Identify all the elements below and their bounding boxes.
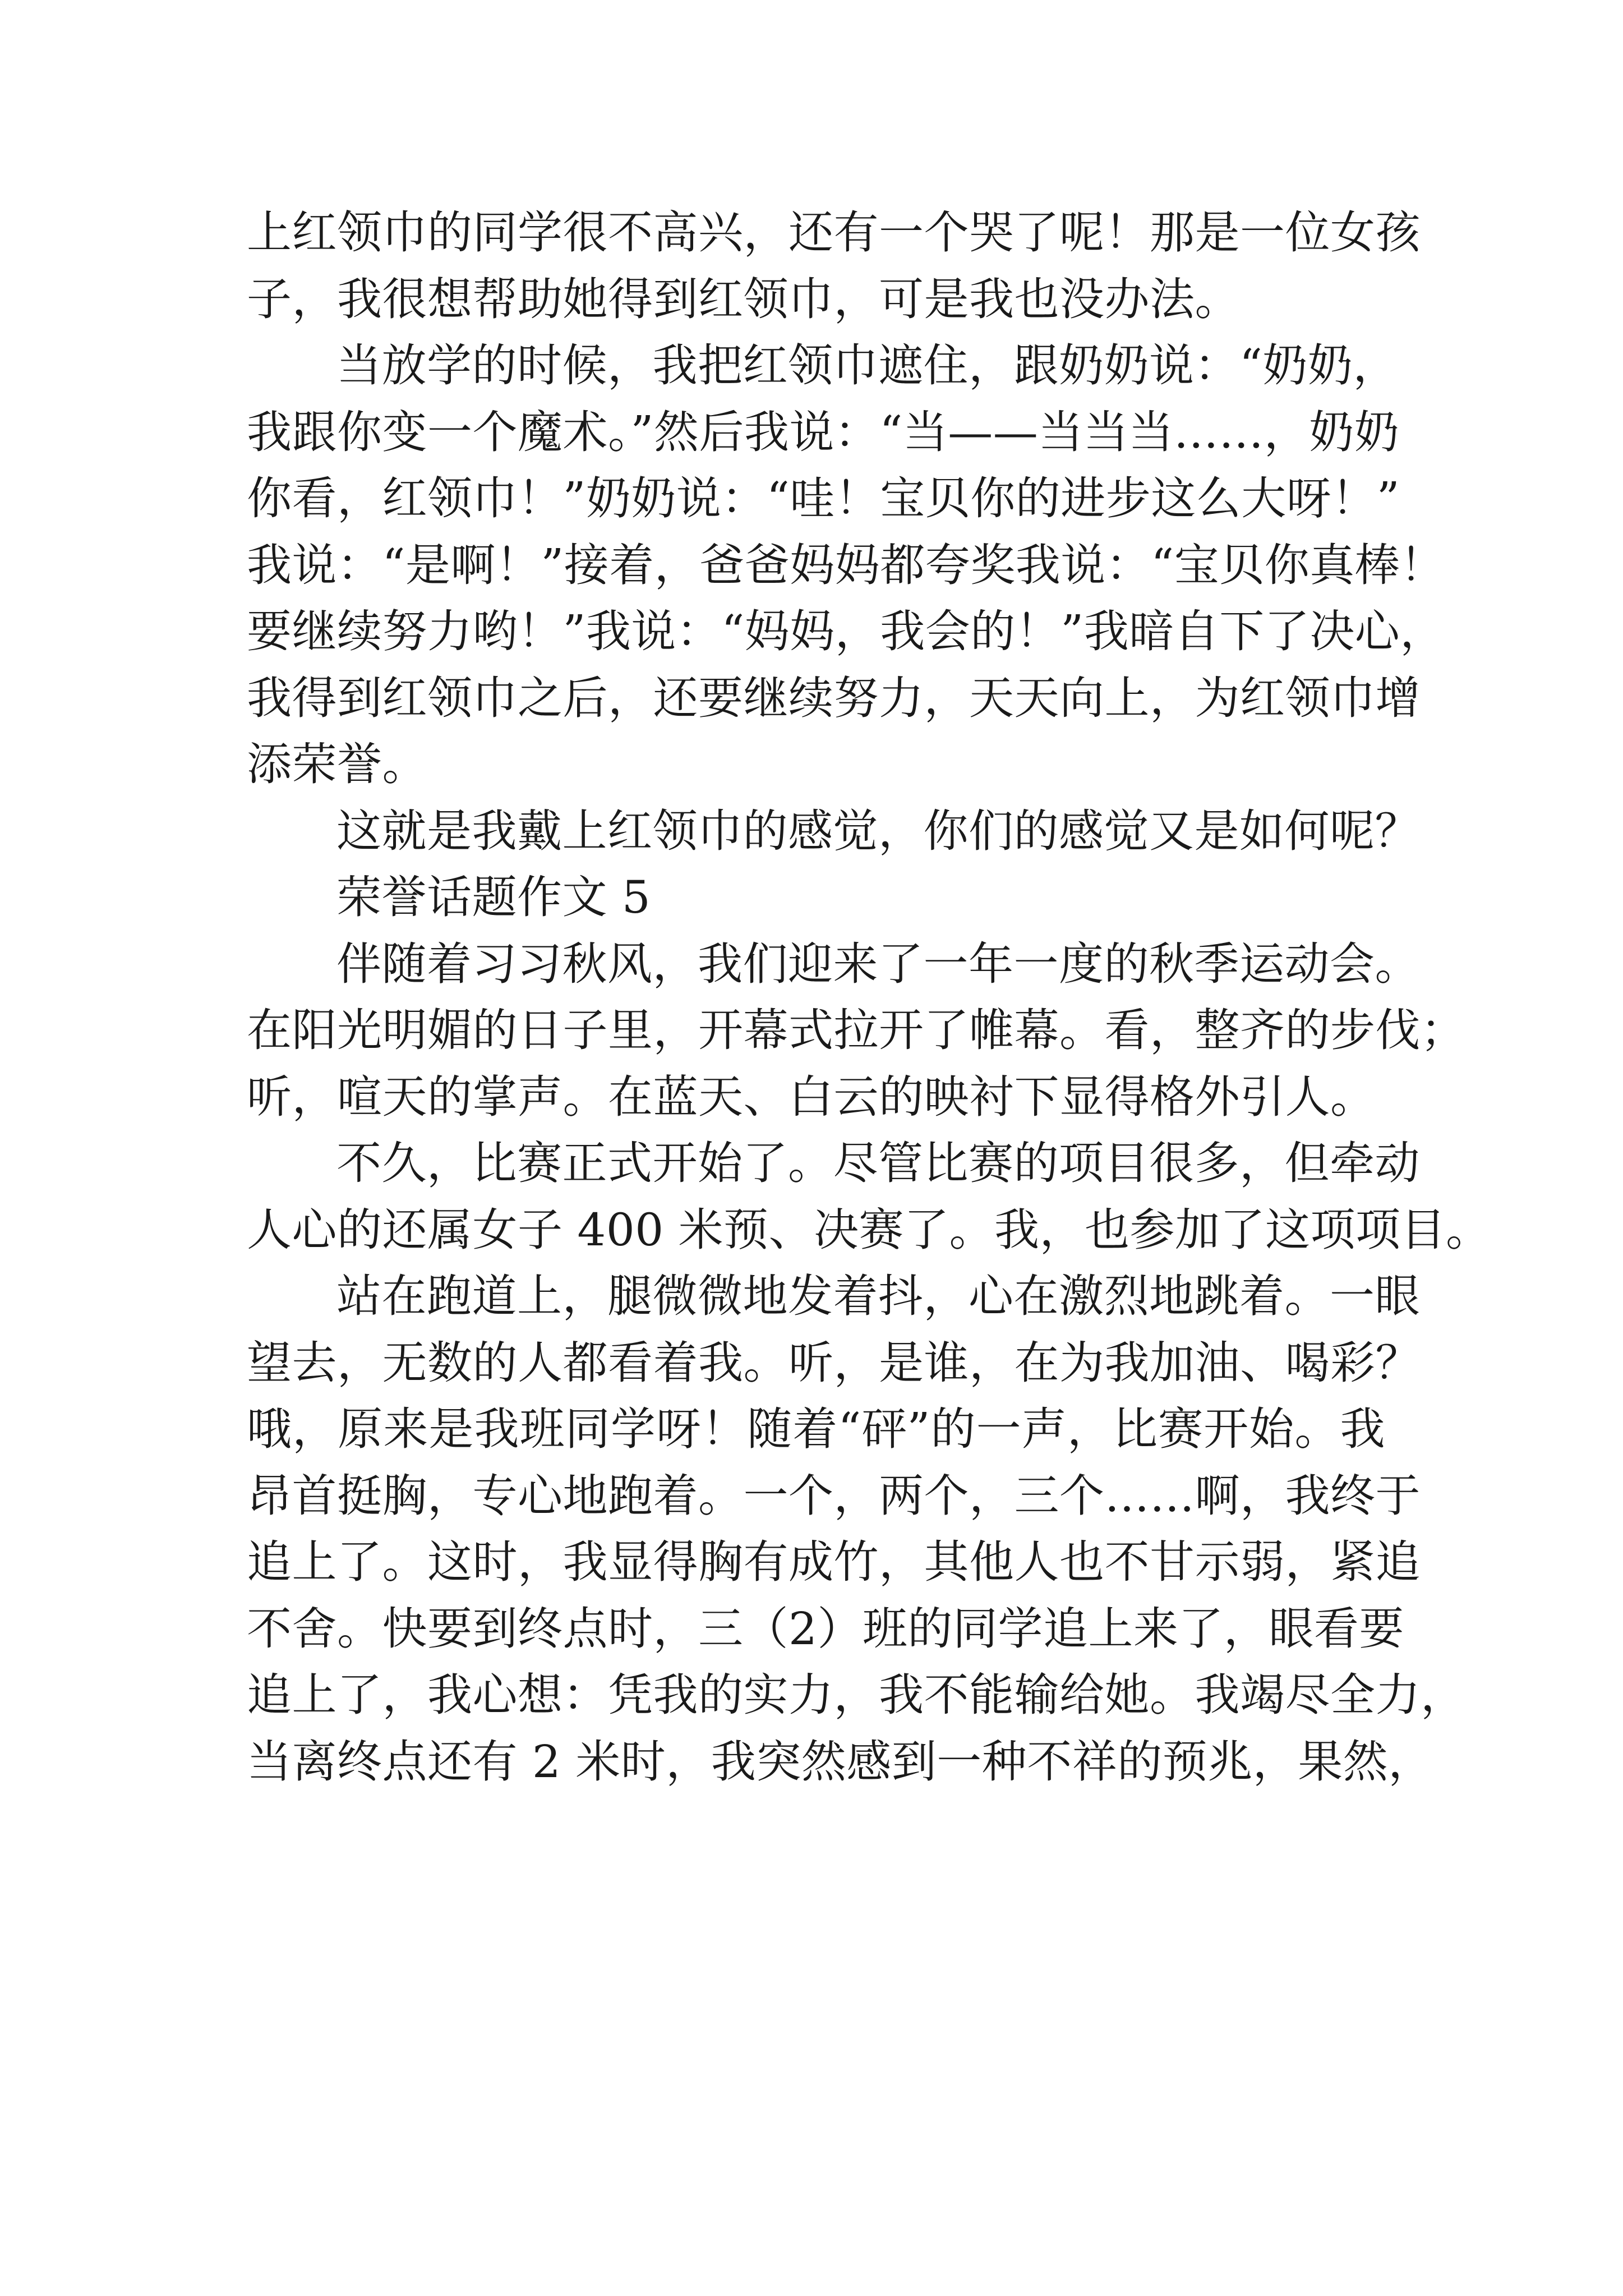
text-line: 添荣誉。 [247,738,427,790]
text-line: 追上了。这时，我显得胸有成竹，其他人也不甘示弱，紧追 [247,1536,1421,1588]
paragraph-first-line: 这就是我戴上红领巾的感觉，你们的感觉又是如何呢？ [336,804,1420,857]
text-line: 我跟你变一个魔术。”然后我说：“当——当当当……，奶奶 [247,406,1400,458]
text-line: 要继续努力哟！”我说：“妈妈，我会的！”我暗自下了决心， [247,605,1445,657]
text-line: 我得到红领巾之后，还要继续努力，天天向上，为红领巾增 [247,671,1421,724]
text-line: 不舍。快要到终点时，三（2）班的同学追上来了，眼看要 [247,1602,1404,1655]
text-line: 你看，红领巾！”奶奶说：“哇！宝贝你的进步这么大呀！” [247,472,1400,524]
text-line: 哦，原来是我班同学呀！随着“砰”的一声，比赛开始。我 [247,1403,1385,1455]
text-line: 追上了，我心想：凭我的实力，我不能输给她。我竭尽全力， [247,1669,1466,1721]
paragraph-first-line: 站在跑道上，腿微微地发着抖，心在激烈地跳着。一眼 [336,1270,1420,1322]
text-line: 在阳光明媚的日子里，开幕式拉开了帷幕。看，整齐的步伐； [247,1004,1466,1056]
text-line: 望去，无数的人都看着我。听，是谁，在为我加油、喝彩？ [247,1336,1421,1389]
essay-body [247,200,1491,1795]
essay-heading: 荣誉话题作文 5 [336,871,651,923]
text-line: 我说：“是啊！”接着，爸爸妈妈都夸奖我说：“宝贝你真棒！ [247,539,1445,591]
text-line: 上红领巾的同学很不高兴，还有一个哭了呢！那是一位女孩 [247,206,1421,259]
text-line: 昂首挺胸，专心地跑着。一个，两个，三个……啊，我终于 [247,1469,1421,1522]
text-line: 子，我很想帮助她得到红领巾，可是我也没办法。 [247,273,1240,325]
paragraph-first-line: 伴随着习习秋风，我们迎来了一年一度的秋季运动会。 [336,937,1420,990]
text-line: 听，喧天的掌声。在蓝天、白云的映衬下显得格外引人。 [247,1070,1376,1123]
text-line: 当离终点还有 2 米时，我突然感到一种不祥的预兆，果然， [247,1735,1433,1788]
text-line: 人心的还属女子 400 米预、决赛了。我，也参加了这项项目。 [247,1203,1491,1256]
paragraph-first-line: 不久，比赛正式开始了。尽管比赛的项目很多，但牵动 [336,1137,1420,1189]
paragraph-first-line: 当放学的时候，我把红领巾遮住，跟奶奶说：“奶奶， [336,339,1398,392]
